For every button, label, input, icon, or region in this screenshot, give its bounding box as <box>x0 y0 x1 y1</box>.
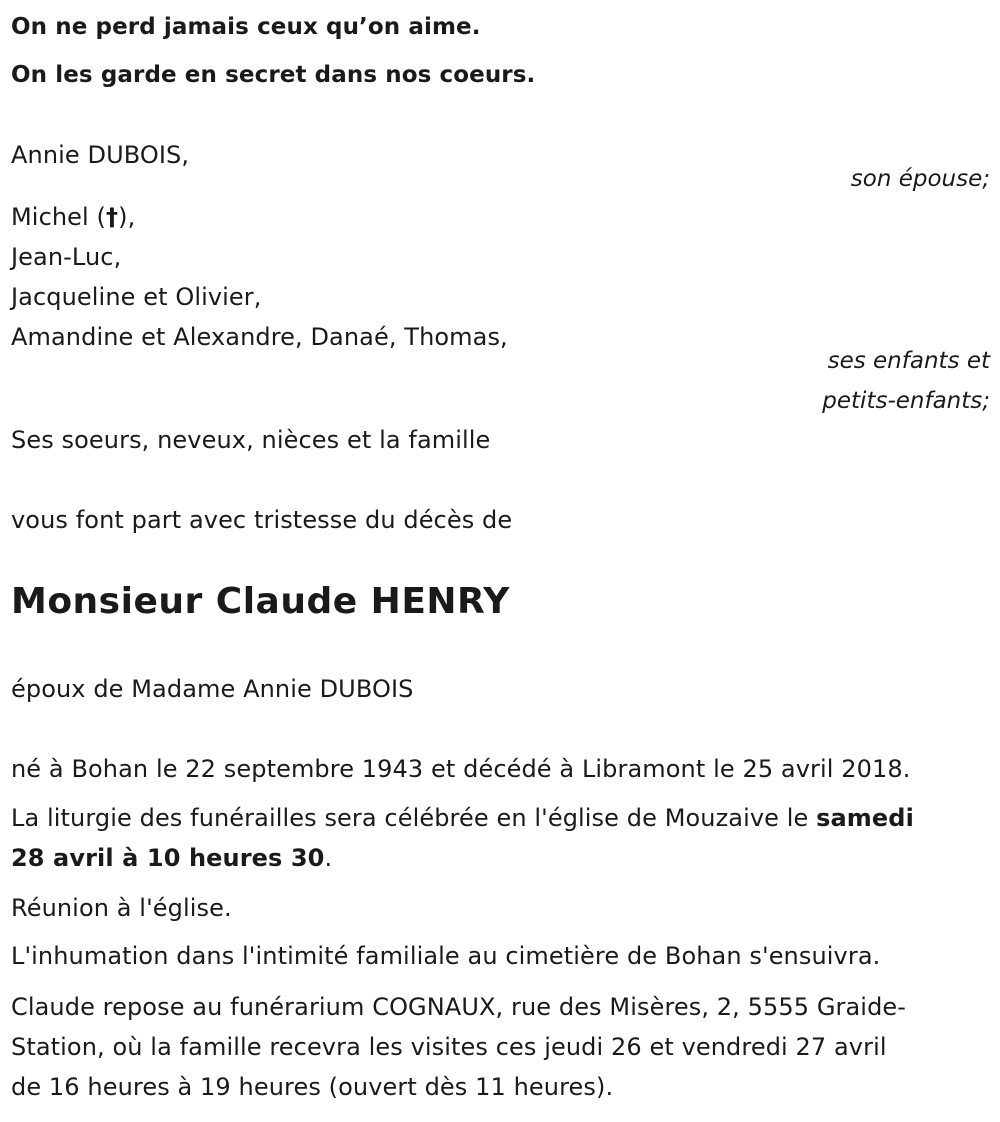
spouse-name: Annie DUBOIS, <box>11 141 190 169</box>
visit-line-3: de 16 heures à 19 heures (ouvert dès 11 heures). <box>11 1073 614 1101</box>
liturgy-line-2 <box>11 843 332 873</box>
child-amandine: Amandine et Alexandre, Danaé, Thomas, <box>11 323 508 351</box>
children-role-line-1: ses enfants et <box>827 348 990 374</box>
liturgy-period: . <box>324 844 333 872</box>
liturgy-line-1 <box>11 803 914 833</box>
visit-line-1: Claude repose au funérarium COGNAUX, rue des Misères, 2, 5555 Graide- <box>11 993 907 1021</box>
reunion-line: Réunion à l'église. <box>11 894 232 922</box>
birth-death-line: né à Bohan le 22 septembre 1943 et décédé à Libramont le 25 avril 2018. <box>11 755 911 783</box>
children-role-line-2: petits-enfants; <box>822 388 990 414</box>
deceased-cross-icon: † <box>106 203 119 231</box>
extended-family: Ses soeurs, neveux, nièces et la famille <box>11 426 491 454</box>
liturgy-datetime: 28 avril à 10 heures 30 <box>11 844 325 872</box>
visit-line-2: Station, où la famille recevra les visites ces jeudi 26 et vendredi 27 avril <box>11 1033 887 1061</box>
spouse-role: son épouse; <box>850 166 990 192</box>
epigraph-line-1: On ne perd jamais ceux qu’on aime. <box>11 14 481 40</box>
announcement-text: vous font part avec tristesse du décès de <box>11 506 513 534</box>
child-michel-suffix: ), <box>118 203 136 231</box>
child-michel-name: Michel ( <box>11 203 107 231</box>
child-michel <box>11 202 135 232</box>
epigraph-line-2: On les garde en secret dans nos coeurs. <box>11 62 536 88</box>
liturgy-day: samedi <box>816 804 914 832</box>
deceased-name: Monsieur Claude HENRY <box>11 581 510 622</box>
child-jeanluc: Jean-Luc, <box>11 243 122 271</box>
burial-line: L'inhumation dans l'intimité familiale au cimetière de Bohan s'ensuivra. <box>11 942 881 970</box>
child-jacqueline: Jacqueline et Olivier, <box>11 283 262 311</box>
deceased-relation: époux de Madame Annie DUBOIS <box>11 675 414 703</box>
liturgy-text: La liturgie des funérailles sera célébrée en l'église de Mouzaive le <box>11 804 817 832</box>
